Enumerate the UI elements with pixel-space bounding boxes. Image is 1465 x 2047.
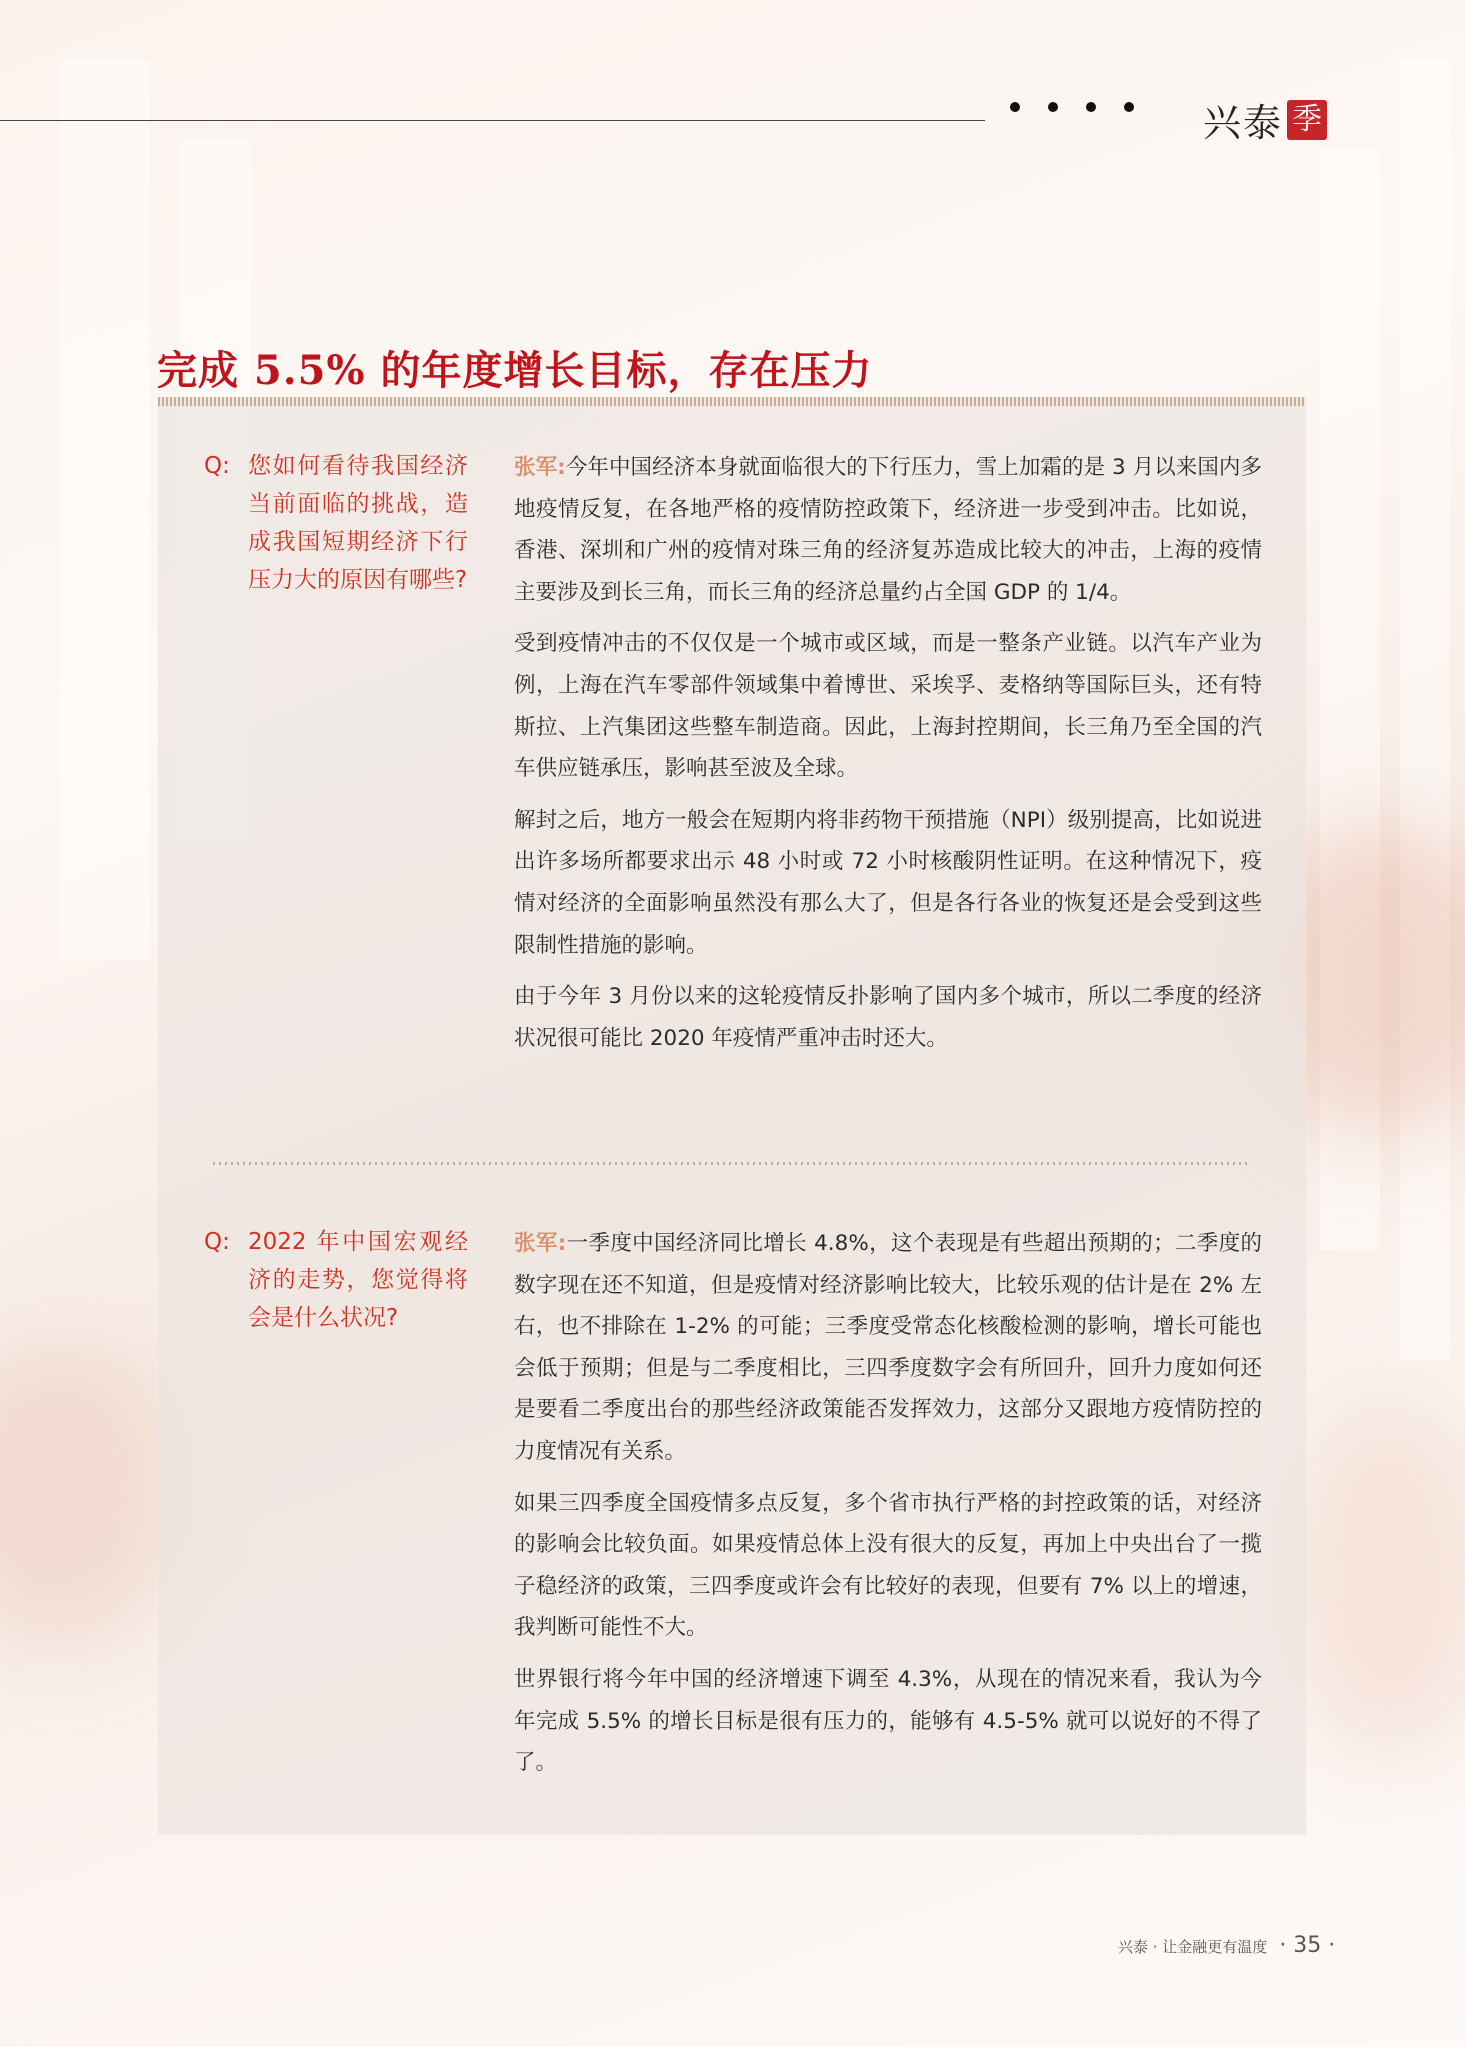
answer-paragraph: 世界银行将今年中国的经济增速下调至 4.3%，从现在的情况来看，我认为今年完成 5.5% 的增长目标是很有压力的，能够有 4.5-5% 就可以说好的不得了了。 (514, 1666, 1262, 1776)
footer-slogan: 兴泰 · 让金融更有温度 (1118, 1938, 1268, 1956)
speaker-label: 张军: (514, 1231, 567, 1256)
brand-text: 兴泰 (1203, 101, 1284, 145)
section-title: 完成 5.5% 的年度增长目标，存在压力 (157, 346, 873, 394)
brand-logo (1203, 92, 1327, 147)
q-mark: Q: (204, 1229, 230, 1255)
speaker-label: 张军: (514, 455, 566, 480)
question-text: 您如何看待我国经济当前面临的挑战，造成我国短期经济下行压力大的原因有哪些? (248, 453, 468, 593)
dot-icon (1048, 102, 1058, 112)
dot-icon (1086, 102, 1096, 112)
brand-seal: 季 (1287, 100, 1327, 140)
q-mark: Q: (204, 453, 230, 479)
answer-paragraph: 张军:今年中国经济本身就面临很大的下行压力，雪上加霜的是 3 月以来国内多地疫情反复，在各地严格的疫情防控政策下，经济进一步受到冲击。比如说，香港、深圳和广州的疫情对珠三角的经济复苏造成比较大的冲击，上海的疫情主要涉及到长三角，而长三角的经济总量约占全国 GDP 的 1/4。 (514, 455, 1262, 605)
interview-card (158, 397, 1306, 1835)
page-footer (1118, 1933, 1335, 1958)
header-rule (0, 120, 985, 121)
answer-paragraph: 张军:一季度中国经济同比增长 4.8%，这个表现是有些超出预期的；二季度的数字现在还不知道，但是疫情对经济影响比较大，比较乐观的估计是在 2% 左右，也不排除在 1-2% 的可能；三季度受常态化核酸检测的影响，增长可能也会低于预期；但是与二季度相比，三四季度数字会有所回升，回升力度如何还是要看二季度出台的那些经济政策能否发挥效力，这部分又跟地方疫情防控的力度情况有关系。 (514, 1231, 1262, 1464)
answer-paragraph: 如果三四季度全国疫情多点反复，多个省市执行严格的封控政策的话，对经济的影响会比较负面。如果疫情总体上没有很大的反复，再加上中央出台了一揽子稳经济的政策，三四季度或许会有比较好的表现，但要有 7% 以上的增速，我判断可能性不大。 (514, 1490, 1262, 1641)
card-top-rule (158, 397, 1306, 406)
answer-1 (514, 447, 1262, 1069)
page-number: · 35 · (1279, 1933, 1336, 1958)
dotted-separator (213, 1162, 1248, 1165)
dot-icon (1010, 102, 1020, 112)
answer-paragraph: 解封之后，地方一般会在短期内将非药物干预措施（NPI）级别提高，比如说进出许多场所都要求出示 48 小时或 72 小时核酸阴性证明。在这种情况下，疫情对经济的全面影响虽然没有那么大了，但是各行各业的恢复还是会受到这些限制性措施的影响。 (514, 807, 1262, 958)
dot-icon (1124, 102, 1134, 112)
answer-paragraph: 由于今年 3 月份以来的这轮疫情反扑影响了国内多个城市，所以二季度的经济状况很可能比 2020 年疫情严重冲击时还大。 (514, 984, 1262, 1051)
answer-paragraph: 受到疫情冲击的不仅仅是一个城市或区域，而是一整条产业链。以汽车产业为例，上海在汽车零部件领域集中着博世、采埃孚、麦格纳等国际巨头，还有特斯拉、上汽集团这些整车制造商。因此，上海封控期间，长三角乃至全国的汽车供应链承压，影响甚至波及全球。 (514, 631, 1262, 782)
header-dots (1010, 102, 1134, 112)
answer-2 (514, 1223, 1262, 1794)
question-text: 2022 年中国宏观经济的走势，您觉得将会是什么状况? (248, 1229, 468, 1331)
